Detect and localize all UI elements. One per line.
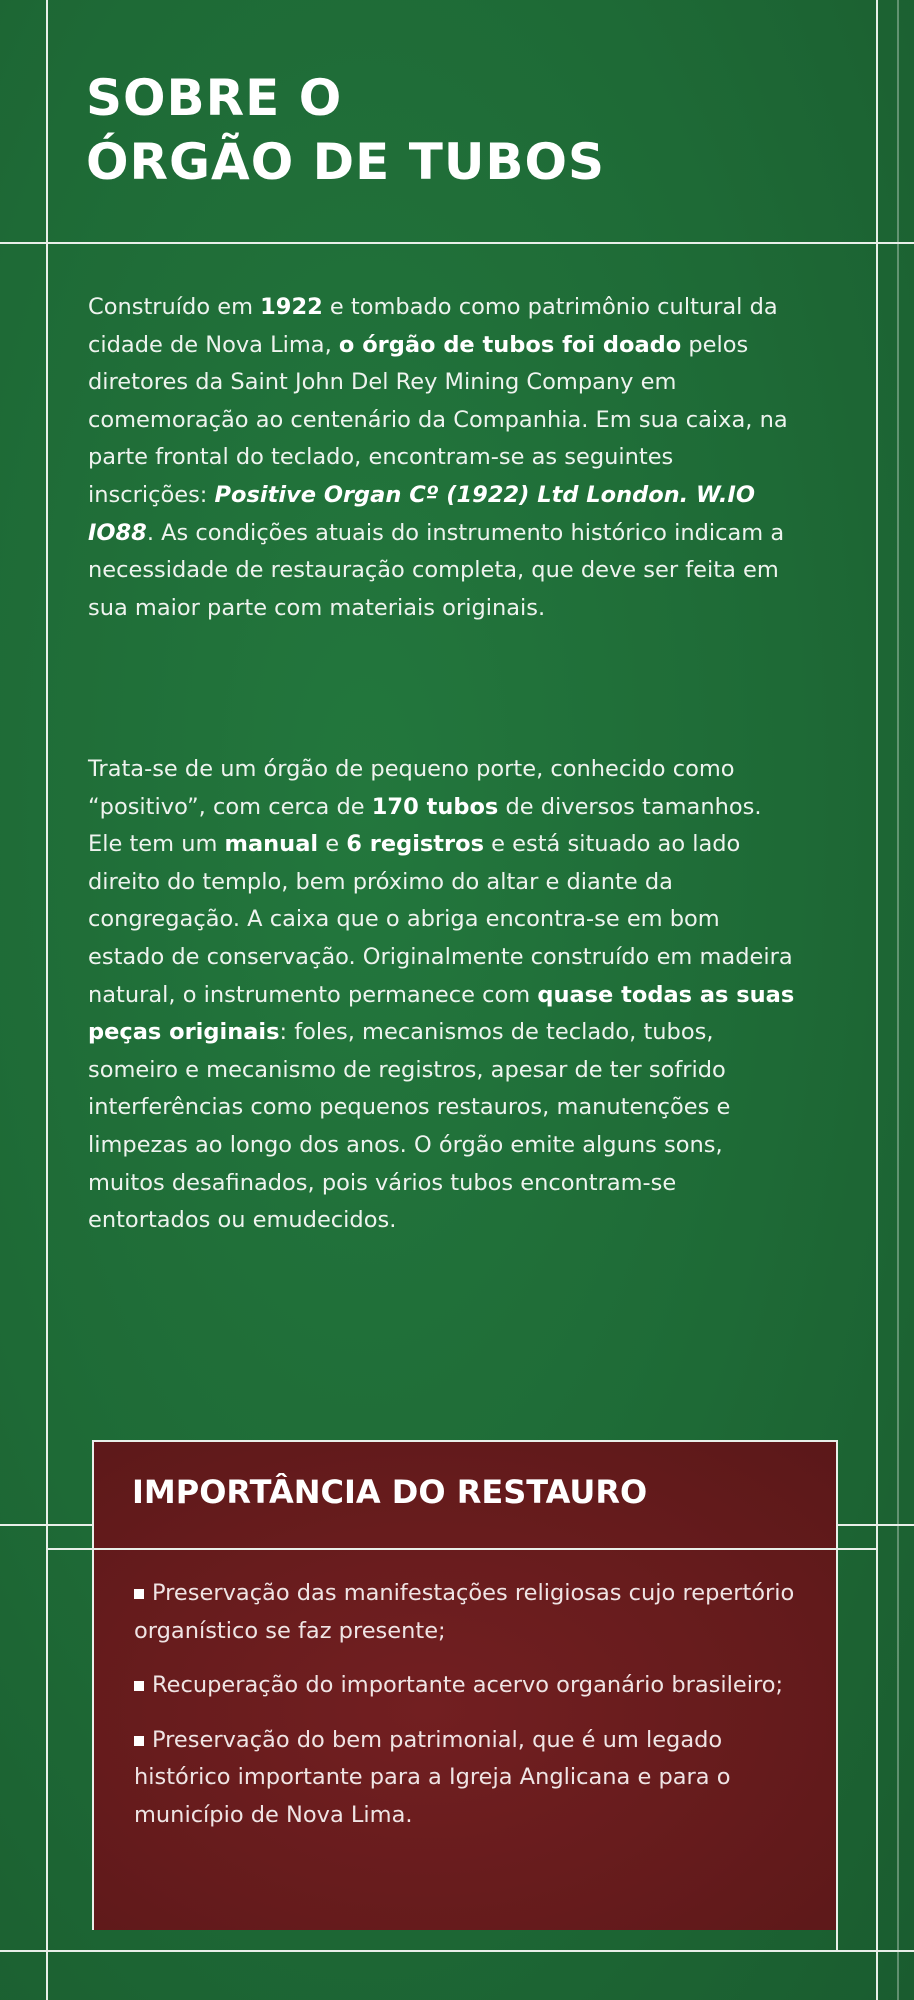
frame-line-header-bottom xyxy=(0,242,914,244)
p1-text-2: e tombado como patrimônio cultural da cidade de Nova Lima, xyxy=(88,294,778,358)
restoration-title: IMPORTÂNCIA DO RESTAURO xyxy=(132,1473,648,1511)
p1-inscription: Positive Organ Cº (1922) Ltd London. W.IO IO88 xyxy=(88,481,755,546)
frame-line-left xyxy=(46,0,48,2000)
list-item: Preservação das manifestações religiosas cujo repertório organístico se faz presente; xyxy=(134,1580,795,1644)
list-item: Recuperação do importante acervo organário brasileiro; xyxy=(134,1667,810,1705)
square-bullet-icon xyxy=(134,1681,144,1691)
red-box-line-top xyxy=(92,1440,836,1442)
p1-text-3: pelos diretores da Saint John Del Rey Mining Company em comemoração ao centenário da Companhia. Em sua caixa, na parte frontal do teclado, encontram-se as seguintes inscrições: xyxy=(88,331,788,508)
square-bullet-icon xyxy=(134,1589,144,1599)
intro-paragraph xyxy=(88,289,798,627)
p1-year: 1922 xyxy=(260,294,323,320)
description-paragraph xyxy=(88,751,798,1240)
p1-text-1: Construído em xyxy=(88,294,261,320)
red-box-line-mid xyxy=(46,1548,878,1550)
frame-line-right xyxy=(876,0,878,2000)
title-line-1: SOBRE O xyxy=(86,69,343,127)
square-bullet-icon xyxy=(134,1736,144,1746)
p1-text-4: . As condições atuais do instrumento histórico indicam a necessidade de restauração completa, que deve ser feita em sua maior parte com materiais originais. xyxy=(88,519,785,621)
frame-line-edge xyxy=(897,0,899,2000)
frame-line-footer xyxy=(0,1950,914,1952)
red-box-line-right xyxy=(836,1440,838,1950)
title-line-2: ÓRGÃO DE TUBOS xyxy=(86,133,606,191)
list-item: Preservação do bem patrimonial, que é um legado histórico importante para a Igreja Anglicana e para o município de Nova Lima. xyxy=(134,1726,731,1828)
p2-text-4: e está situado ao lado direito do templo, bem próximo do altar e diante da congregação. A caixa que o abriga encontra-se em bom estado de conservação. Originalmente construído em madeira natural, o instrumento permanece com xyxy=(88,831,793,1008)
p2-text-2: de diversos tamanhos. Ele tem um xyxy=(88,793,762,858)
p2-original-parts: quase todas as suas peças originais xyxy=(88,981,795,1046)
p2-tubes-count: 170 tubos xyxy=(371,793,499,820)
restoration-list xyxy=(134,1575,810,1852)
p1-highlight-donation: o órgão de tubos foi doado xyxy=(338,331,682,358)
p2-text-1: Trata-se de um órgão de pequeno porte, conhecido como “positivo”, com cerca de xyxy=(88,756,735,820)
p2-registers: 6 registros xyxy=(346,831,485,858)
p2-manual: manual xyxy=(224,831,319,858)
red-box-line-left xyxy=(92,1440,94,1930)
page-title xyxy=(86,66,786,194)
p2-text-5: : foles, mecanismos de teclado, tubos, someiro e mecanismo de registros, apesar de ter sofrido interferências como pequenos restauros, manutenções e limpezas ao longo dos anos. O órgão emite alguns sons, muitos desafinados, pois vários tubos encontram-se entortados ou emudecidos. xyxy=(88,1019,731,1234)
p2-text-3: e xyxy=(318,831,347,858)
